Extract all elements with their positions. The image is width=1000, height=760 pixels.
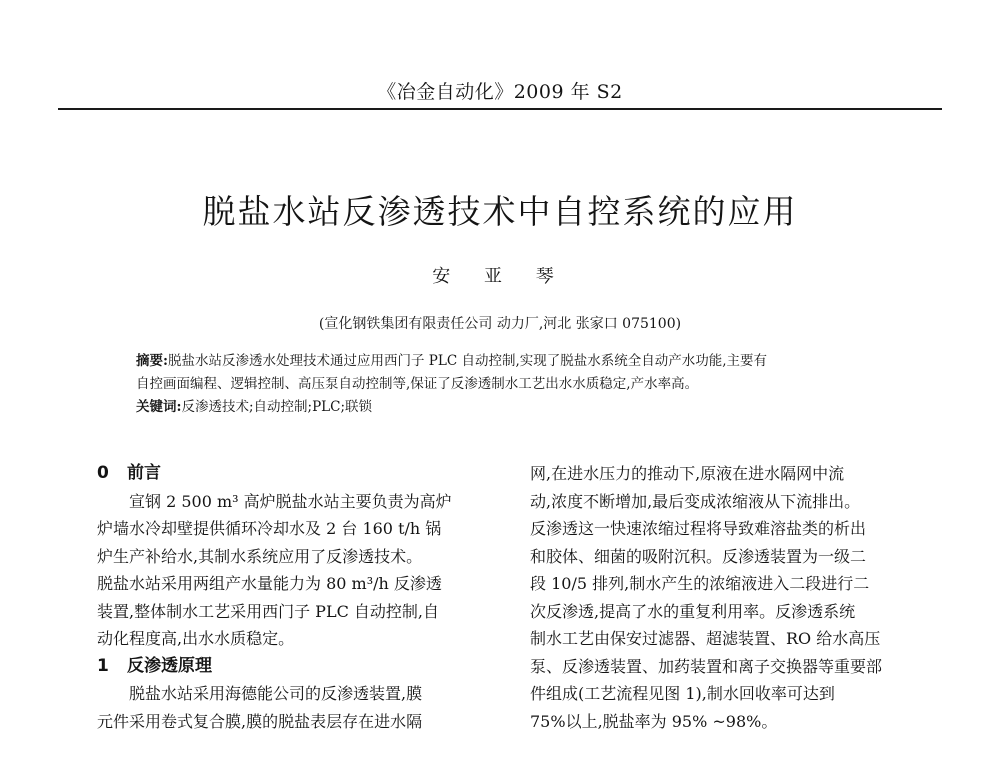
keywords-text: 反渗透技术;自动控制;PLC;联锁 (181, 399, 373, 415)
section-1-paragraph (97, 680, 495, 735)
body-line: 动化程度高,出水水质稳定。 (97, 629, 295, 648)
paper-title: 脱盐水站反渗透技术中自控系统的应用 (202, 192, 798, 231)
body-line: 反渗透这一快速浓缩过程将导致难溶盐类的析出 (530, 519, 867, 538)
abstract-line: 脱盐水站反渗透水处理技术通过应用西门子 PLC 自动控制,实现了脱盐水系统全自动产水功能,主要有 (167, 353, 768, 369)
body-line: 炉生产补给水,其制水系统应用了反渗透技术。 (97, 546, 423, 566)
body-line: 和胶体、细菌的吸附沉积。反渗透装置为一级二 (530, 546, 867, 566)
affiliation: (宣化钢铁集团有限责任公司 动力厂,河北 张家口 075100) (318, 316, 682, 332)
body-line: 元件采用卷式复合膜,膜的脱盐表层存在进水隔 (97, 711, 423, 731)
section-heading-0 (97, 460, 495, 488)
body-line: 件组成(工艺流程见图 1),制水回收率可达到 (530, 684, 835, 703)
left-column (97, 460, 495, 735)
body-line: 制水工艺由保安过滤器、超滤装置、RO 给水高压 (530, 629, 881, 648)
body-line: 动,浓度不断增加,最后变成浓缩液从下流排出。 (530, 491, 861, 511)
right-column (530, 460, 928, 735)
section-number: 0 (97, 463, 109, 483)
body-line: 网,在进水压力的推动下,原液在进水隔网中流 (530, 464, 845, 483)
section-heading-1 (97, 653, 495, 681)
keywords (136, 396, 896, 419)
author: 安 亚 琴 (432, 266, 568, 287)
body-line: 泵、反渗透装置、加药装置和离子交换器等重要部 (530, 656, 883, 676)
abstract-block (136, 350, 896, 419)
abstract-line: 自控画面编程、逻辑控制、高压泵自动控制等,保证了反渗透制水工艺出水水质稳定,产水率高。 (136, 376, 699, 392)
journal-header: 《冶金自动化》2009 年 S2 (377, 81, 623, 103)
body-line: 装置,整体制水工艺采用西门子 PLC 自动控制,自 (97, 601, 439, 621)
section-0-paragraph (97, 488, 495, 653)
abstract-label: 摘要: (136, 353, 168, 369)
abstract (136, 350, 896, 396)
header-rule (58, 108, 942, 110)
body-line: 脱盐水站采用两组产水量能力为 80 m³/h 反渗透 (97, 574, 442, 593)
section-number: 1 (97, 655, 109, 676)
body-line: 炉墙水冷却壁提供循环冷却水及 2 台 160 t/h 锅 (97, 519, 442, 538)
right-column-paragraph (530, 460, 928, 735)
body-line: 次反渗透,提高了水的重复利用率。反渗透系统 (530, 601, 856, 621)
body-line: 宣钢 2 500 m³ 高炉脱盐水站主要负责为高炉 (129, 491, 452, 511)
keywords-label: 关键词: (136, 399, 182, 415)
body-line: 段 10/5 排列,制水产生的浓缩液进入二段进行二 (530, 574, 870, 593)
body-line: 脱盐水站采用海德能公司的反渗透装置,膜 (129, 684, 423, 703)
section-title: 前言 (127, 463, 161, 483)
body-line: 75%以上,脱盐率为 95% ~98%。 (530, 711, 778, 731)
section-title: 反渗透原理 (127, 655, 212, 676)
